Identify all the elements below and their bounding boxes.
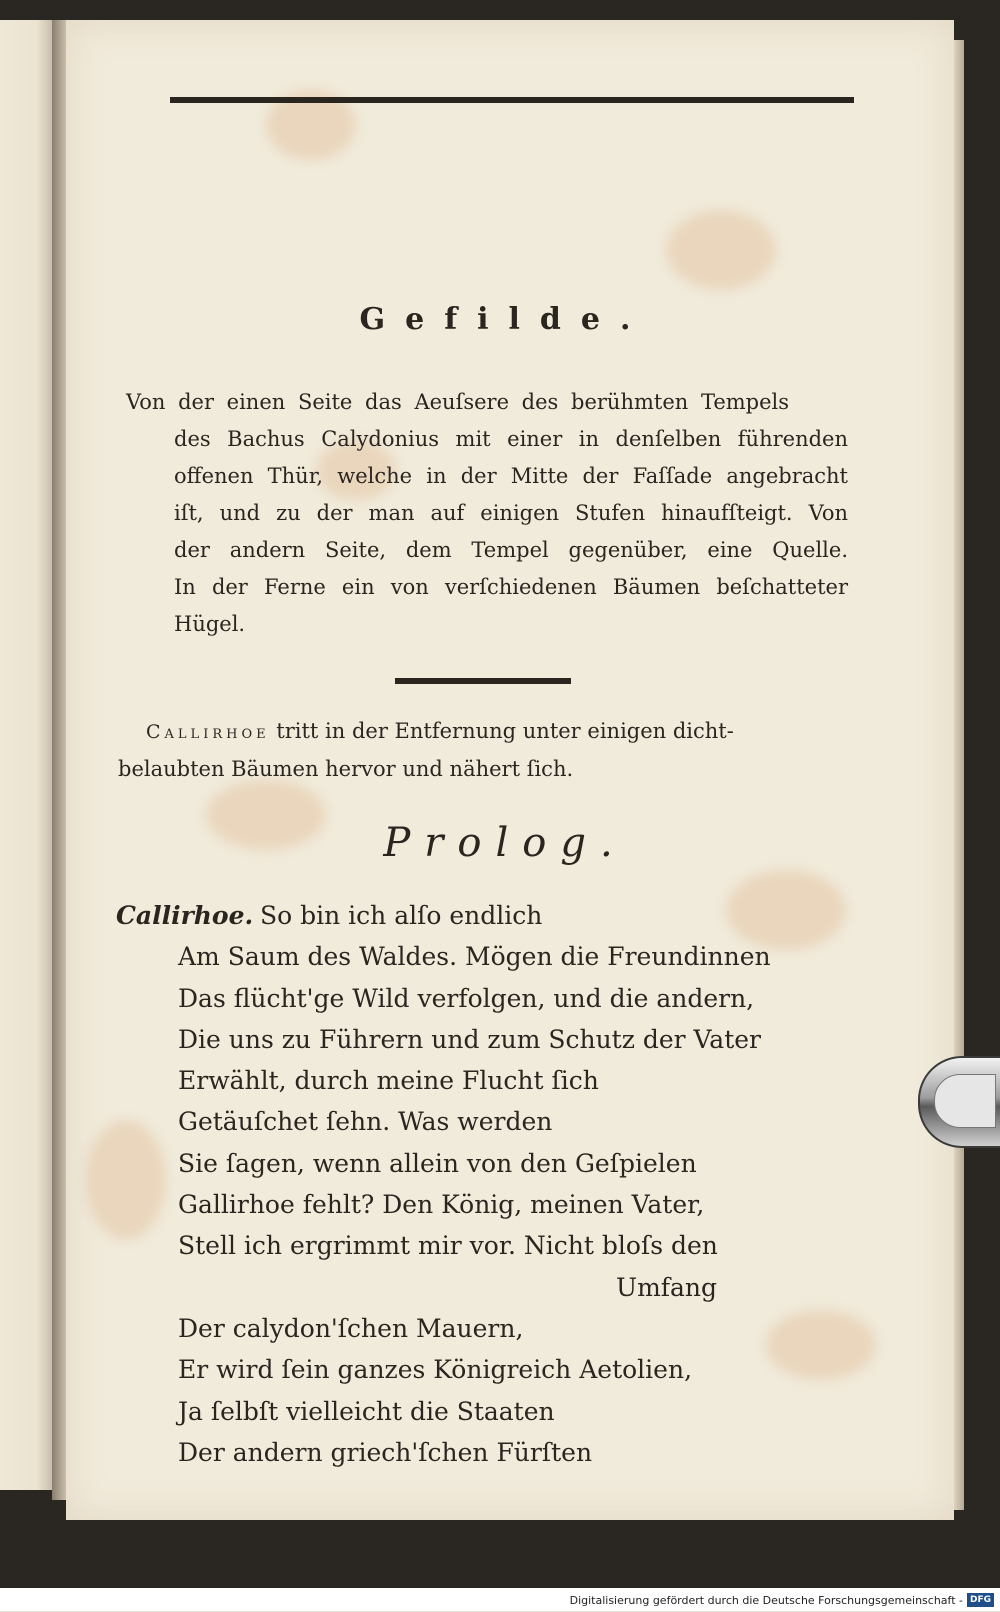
verse-text: Am Saum des Waldes. Mögen die Freundinnen — [178, 942, 771, 972]
page-clip — [918, 1056, 1000, 1148]
verse-line — [116, 978, 856, 1019]
verse-text: Ja ſelbſt vielleicht die Staaten — [178, 1396, 555, 1426]
verse-block — [116, 895, 856, 1473]
stage-line: In der Ferne ein von verſchiedenen Bäumen beſchatteter — [174, 575, 848, 599]
dfg-logo-icon: DFG — [967, 1593, 994, 1607]
stage-line: der andern Seite, dem Tempel gegenüber, eine Quelle. — [174, 538, 848, 562]
verse-text: Der calydon'ſchen Mauern, — [178, 1313, 524, 1343]
verse-text: Das flücht'ge Wild verfolgen, und die andern, — [178, 983, 755, 1013]
verse-line — [116, 1391, 856, 1432]
verse-text: Gallirhoe fehlt? Den König, meinen Vater, — [178, 1190, 705, 1220]
entrance-line: tritt in der Entfernung unter einigen dicht- — [276, 719, 734, 743]
verse-line — [116, 1432, 856, 1473]
digitization-footer — [0, 1588, 1000, 1611]
entrance-direction — [118, 713, 850, 788]
page-edge — [954, 40, 964, 1510]
verse-text: Getäuſchet ſehn. Was werden — [178, 1107, 553, 1137]
foxing-stain — [666, 210, 776, 290]
scene-heading: Gefilde. — [359, 302, 651, 337]
footer-credit: Digitalisierung gefördert durch die Deutsche Forschungsgemeinschaft - — [569, 1593, 963, 1607]
stage-line: Von der einen Seite das Aeuſsere des berühmten Tempels — [126, 390, 790, 414]
top-rule — [170, 97, 854, 103]
stage-line: offenen Thür, welche in der Mitte der Faſſade angebracht — [174, 464, 848, 488]
speaker-name: Callirhoe. — [116, 901, 254, 930]
verse-line — [116, 1184, 856, 1225]
verse-text: Umfang — [616, 1272, 718, 1302]
stage-line: des Bachus Calydonius mit einer in denſelben führenden — [174, 427, 848, 451]
verse-text: Er wird ſein ganzes Königreich Aetolien, — [178, 1355, 693, 1385]
verse-line — [116, 1349, 856, 1390]
verse-text: Erwählt, durch meine Flucht ſich — [178, 1066, 599, 1096]
verse-line — [116, 1060, 856, 1101]
stage-direction — [126, 384, 848, 643]
character-name: Callirhoe — [146, 721, 270, 743]
verse-text: Sie ſagen, wenn allein von den Geſpielen — [178, 1148, 697, 1178]
verse-text: Die uns zu Führern und zum Schutz der Vater — [178, 1024, 761, 1054]
left-page-edge — [0, 20, 54, 1490]
verse-line — [116, 1019, 856, 1060]
verse-overflow — [116, 1267, 856, 1308]
verse-text: So bin ich alſo endlich — [260, 901, 543, 930]
section-rule — [395, 678, 571, 684]
verse-text: Stell ich ergrimmt mir vor. Nicht bloſs den — [178, 1231, 718, 1261]
verse-line — [116, 936, 856, 977]
verse-line — [116, 895, 856, 936]
verse-text: Der andern griech'ſchen Fürſten — [178, 1437, 593, 1467]
entrance-line: belaubten Bäumen hervor und nähert ſich. — [118, 757, 574, 781]
verse-line — [116, 1308, 856, 1349]
verse-line — [116, 1143, 856, 1184]
stage-line: iſt, und zu der man auf einigen Stufen hinaufſteigt. Von — [174, 501, 848, 525]
book-gutter — [52, 20, 66, 1500]
verse-line — [116, 1101, 856, 1142]
section-title: Prolog. — [383, 820, 627, 866]
stage-line: Hügel. — [174, 612, 246, 636]
verse-line — [116, 1225, 856, 1266]
